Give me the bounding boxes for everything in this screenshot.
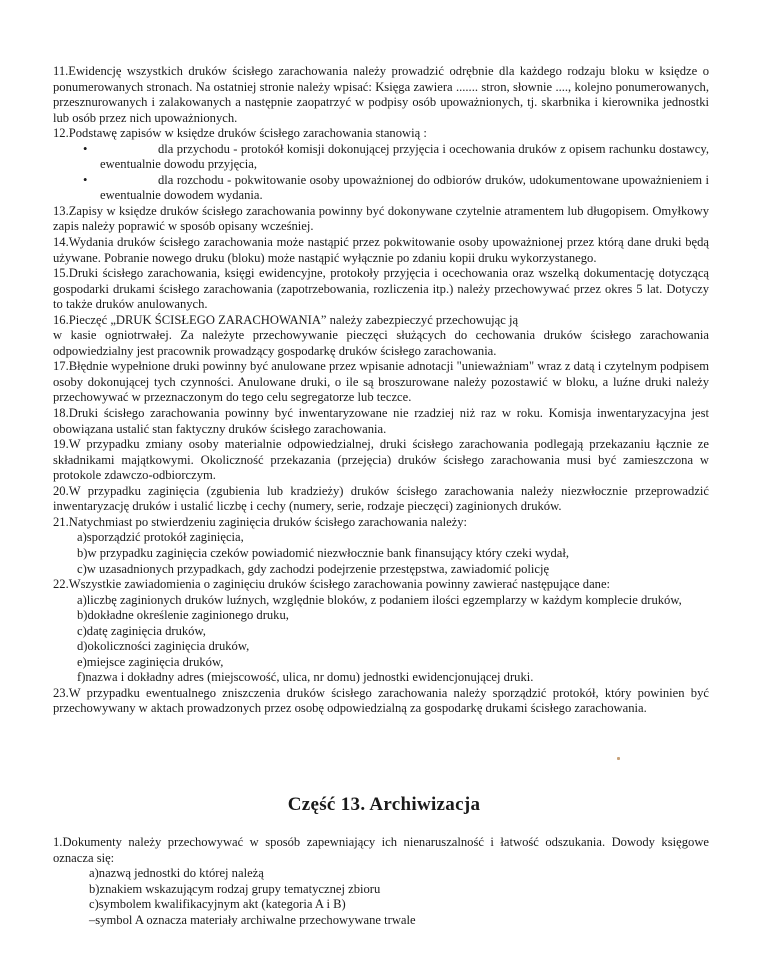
section-heading: Część 13. Archiwizacja <box>287 794 481 815</box>
paragraph-14: 14.Wydania druków ścisłego zarachowania może nastąpić przez pokwitowanie osoby upoważnionej przez którą dane druki będą używane. Pobranie nowego druku (bloku) może nastąpić wyłącznie po zdaniu kopii druku wykorzystanego. <box>53 235 709 265</box>
paragraph-13: 13.Zapisy w księdze druków ścisłego zarachowania powinny być dokonywane czytelnie atramentem lub długopisem. Omyłkowy zapis należy poprawić w sposób opisany wcześniej. <box>53 203 709 234</box>
paragraph-22: 22.Wszystkie zawiadomienia o zaginięciu druków ścisłego zarachowania powinny zawierać następujące dane: <box>53 577 611 592</box>
bullet-icon: • <box>83 172 88 187</box>
list-item: e)miejsce zaginięcia druków, <box>77 654 224 669</box>
bullet-text: dla przychodu - protokół komisji dokonującej przyjęcia i ocechowania druków z opisem rachunku dostawcy, ewentualnie dowodu przyjęcia, <box>100 141 709 172</box>
list-item: b)w przypadku zaginięcia czeków powiadomić niezwłocznie bank finansujący który czeki wydał, <box>77 545 570 560</box>
paragraph-19: 19.W przypadku zmiany osoby materialnie odpowiedzialnej, druki ścisłego zarachowania podlegają przekazaniu łącznie ze składnikami majątkowymi. Okoliczność przekazania (przejęcia) druków ścisłego zarachowania musi być zamieszczona w protokole zdawczo-odbiorczym. <box>53 437 709 483</box>
section-13-body <box>53 835 709 928</box>
list-item: –symbol A oznacza materiały archiwalne przechowywane trwale <box>89 912 416 927</box>
paragraph-archive-1: 1.Dokumenty należy przechowywać w sposób zapewniający ich nienaruszalność i łatwość odszukania. Dowody księgowe oznacza się: <box>53 835 709 865</box>
paragraph-15: 15.Druki ścisłego zarachowania, księgi ewidencyjne, protokoły przyjęcia i ocechowania oraz wszelką dokumentację dotyczącą gospodarki drukami ścisłego zarachowania (zapotrzebowania, rozliczenia itp.) należy przechowywać przez okres 5 lat. Dotyczy to także druków anulowanych. <box>53 266 709 312</box>
bullet-icon: • <box>83 141 88 156</box>
paragraph-16-line2: w kasie ogniotrwałej. Za należyte przechowywanie pieczęci służących do cechowania druków ścisłego zarachowania odpowiedzialny jest pracownik prowadzący gospodarkę druków ścisłego zarachowania. <box>53 328 709 358</box>
paragraph-11: 11.Ewidencję wszystkich druków ścisłego zarachowania należy prowadzić odrębnie dla każdego rodzaju bloku w księdze o ponumerowanych stronach. Na ostatniej stronie należy wpisać: Księga zawiera ....... stron, słownie ...., kolejno ponumerowanych, przesznurowanych i zalakowanych a następnie zaopatrzyć w podpisy osób upoważnionych, tj. skarbnika i kierownika jednostki lub osób przez nich upoważnionych. <box>53 64 709 125</box>
paragraph-16-line1: 16.Pieczęć „DRUK ŚCISŁEGO ZARACHOWANIA” należy zabezpieczyć przechowując ją <box>53 312 519 327</box>
document-body <box>53 64 709 717</box>
list-item: b)dokładne określenie zaginionego druku, <box>77 608 289 623</box>
bullet-item-expense <box>53 173 709 204</box>
list-item: c)datę zaginięcia druków, <box>77 623 206 638</box>
paragraph-18: 18.Druki ścisłego zarachowania powinny być inwentaryzowane nie rzadziej niż raz w roku. Komisja inwentaryzacyjna jest obowiązana ustalić stan faktyczny druków ścisłego zarachowania. <box>53 406 709 436</box>
list-item: b)znakiem wskazującym rodzaj grupy tematycznej zbioru <box>89 881 381 896</box>
scan-speck <box>617 757 620 760</box>
paragraph-20: 20.W przypadku zaginięcia (zgubienia lub kradzieży) druków ścisłego zarachowania należy niezwłocznie przeprowadzić inwentaryzację druków i ustalić liczbę i cechy (numery, serie, rodzaje pieczęci) zaginionych druków. <box>53 483 709 514</box>
list-item: a)nazwą jednostki do której należą <box>89 866 264 881</box>
list-item: c)w uzasadnionych przypadkach, gdy zachodzi podejrzenie przestępstwa, zawiadomić policję <box>77 561 550 576</box>
paragraph-12: 12.Podstawę zapisów w księdze druków ścisłego zarachowania stanowią : <box>53 126 427 141</box>
paragraph-17: 17.Błędnie wypełnione druki powinny być anulowane przez wpisanie adnotacji "unieważniam" wraz z datą i czytelnym podpisem osoby dokonującej tych czynności. Anulowane druki, o ile są broszurowane należy pozostawić w bloku, a luźne druki należy przechowywać w przeznaczonym do tego celu segregatorze lub teczce. <box>53 359 709 405</box>
list-item: c)symbolem kwalifikacyjnym akt (kategoria A i B) <box>89 897 346 912</box>
paragraph-23: 23.W przypadku ewentualnego zniszczenia druków ścisłego zarachowania należy sporządzić protokół, który powinien być przechowywany w aktach prowadzonych przez osobę odpowiedzialną za gospodarkę drukami ścisłego zarachowania. <box>53 685 709 716</box>
list-item: f)nazwa i dokładny adres (miejscowość, ulica, nr domu) jednostki ewidencjonującej druki. <box>77 670 534 685</box>
paragraph-21: 21.Natychmiast po stwierdzeniu zaginięcia druków ścisłego zarachowania należy: <box>53 514 468 529</box>
list-item: a)liczbę zaginionych druków luźnych, względnie bloków, z podaniem ilości egzemplarzy w każdym komplecie druków, <box>77 592 682 607</box>
bullet-item-income <box>53 142 709 173</box>
list-item: a)sporządzić protokół zaginięcia, <box>77 530 244 545</box>
bullet-text: dla rozchodu - pokwitowanie osoby upoważnionej do odbiorów druków, udokumentowane upoważnieniem i ewentualnie dowodem wydania. <box>100 172 709 203</box>
list-item: d)okoliczności zaginięcia druków, <box>77 639 250 654</box>
